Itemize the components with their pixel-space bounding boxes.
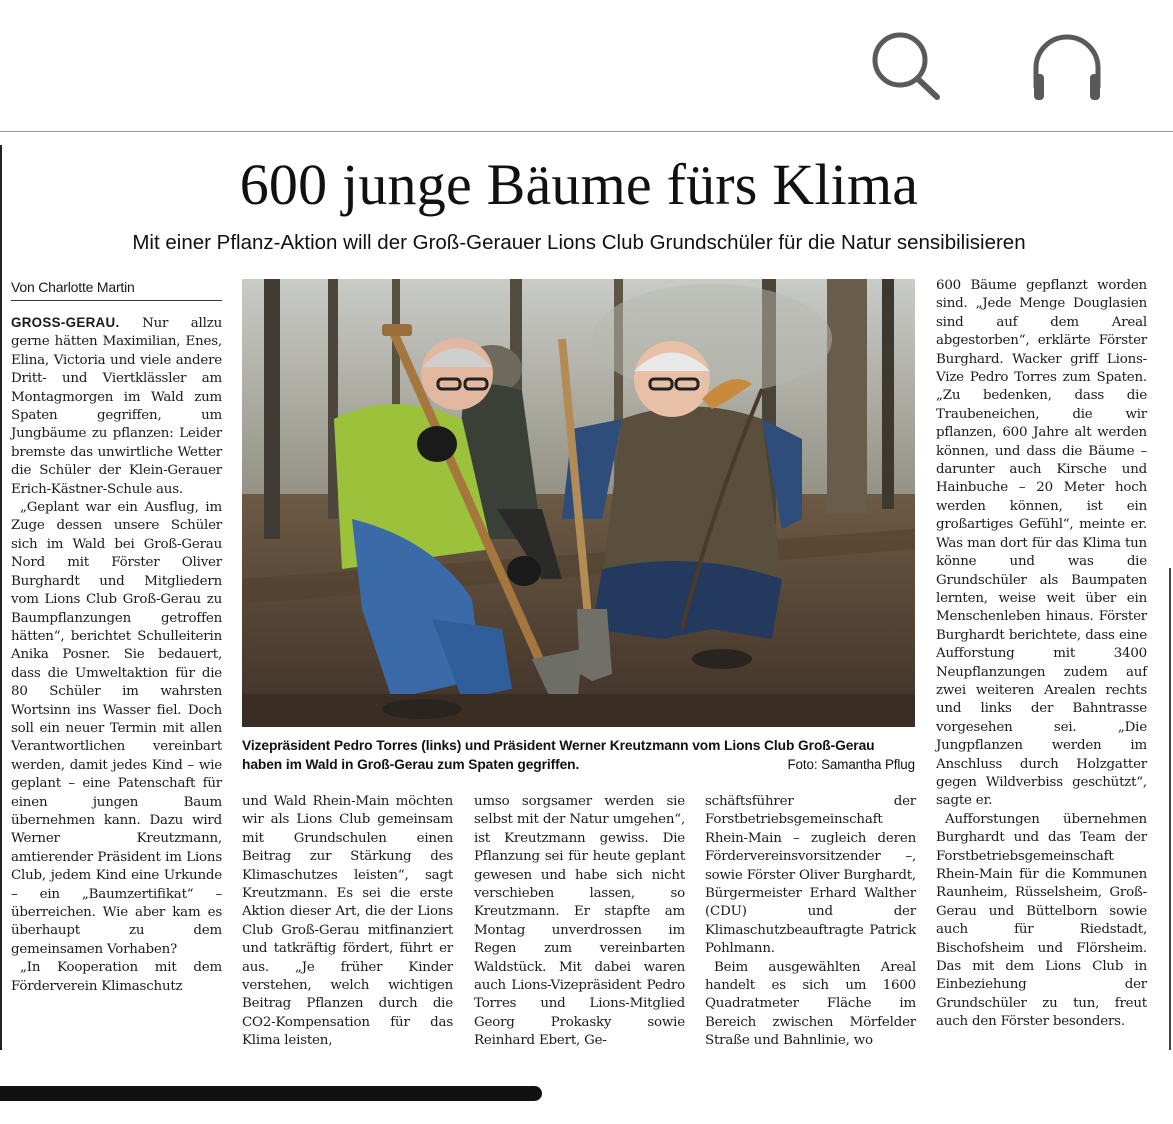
page-edge-left — [0, 145, 2, 1050]
paragraph: Aufforstungen übernehmen Burghardt und das Team der Forstbetriebsgemeinschaft Rhein-Main für die Kommunen Raunheim, Rüsselsheim, Groß-Gerau und Büttelborn sowie auch für Riedstadt, Bischofsheim und Flörsheim. Das mit dem Lions Club in Einbeziehung der Grundschüler zu tun, freut auch den Förster besonders. — [936, 811, 1147, 1030]
text-column-5 — [936, 277, 1147, 1032]
article-byline: Von Charlotte Martin — [11, 276, 222, 301]
dateline: GROSS-GERAU. — [11, 315, 120, 330]
headphones-icon[interactable] — [1026, 28, 1106, 108]
intro-text: Nur allzu gerne hätten Maximilian, Enes, Elina, Victoria und viele andere Dritt- und Viertklässler am Montagmorgen im Wald zum Spaten gegriffen, um Jungbäume zu pflanzen: Leider bremste das unwirtliche Wetter die Schüler der Klein-Gerauer Erich-Kästner-Schule aus. — [11, 316, 222, 497]
text-column-3 — [474, 793, 685, 1051]
paragraph: Beim ausgewählten Areal handelt es sich um 1600 Quadratmeter Fläche im Bereich zwischen Mörfelder Straße und Bahnlinie, wo — [705, 959, 916, 1049]
text-column-1 — [11, 314, 222, 996]
photo-credit: Foto: Samantha Pflug — [787, 757, 915, 772]
article-headline: 600 junge Bäume fürs Klima — [239, 152, 919, 217]
article-photo — [242, 279, 915, 727]
text-column-2 — [242, 793, 453, 1051]
paragraph: „Geplant war ein Ausflug, im Zuge dessen unsere Schüler sich im Wald bei Groß-Gerau Nord mit Förster Oliver Burghardt und Mitgliedern vom Lions Club Groß-Gerau zu Baumpflanzungen getroffen hätten“, berichtet Schulleiterin Anika Posner. Sie bedauert, dass die Umweltaktion für die 80 Schüler im wahrsten Wortsinn ins Wasser fiel. Doch soll ein neuer Termin mit allen Verantwortlichen vereinbart werden, damit jedes Kind – wie geplant – eine Patenschaft für einen jungen Baum übernehmen kann. Dazu wird Werner Kreutzmann, amtierender Präsident im Lions Club, jedem Kind eine Urkunde – ein „Baumzertifikat“ – überreichen. Wie aber kam es überhaupt zu dem gemeinsamen Vorhaben? — [11, 500, 222, 957]
text-column-4 — [705, 793, 916, 1051]
paragraph-intro — [11, 314, 222, 499]
photo-caption — [242, 736, 915, 774]
caption-text: Vizepräsident Pedro Torres (links) und Präsident Werner Kreutzmann vom Lions Club Groß-Gerau haben im Wald in Groß-Gerau zum Spaten gegriffen. — [242, 738, 875, 772]
search-icon[interactable] — [866, 28, 946, 108]
horizontal-scrollbar[interactable] — [0, 1086, 542, 1101]
article-subheadline: Mit einer Pflanz-Aktion will der Groß-Gerauer Lions Club Grundschüler für die Natur sensibilisieren — [132, 231, 1026, 254]
toolbar-divider — [0, 131, 1173, 132]
paragraph: und Wald Rhein-Main möchten wir als Lions Club gemeinsam mit Grundschulen einen Beitrag zur Stärkung des Klimaschutzes leisten“, sagt Kreutzmann. Es sei die erste Aktion dieser Art, die der Lions Club Groß-Gerau mitfinanziert und tatkräftig fördert, führt er aus. „Je früher Kinder verstehen, welch wichtigen Beitrag Pflanzen durch die CO2-Kompensation für das Klima leisten, — [242, 794, 453, 1049]
paragraph: „In Kooperation mit dem Förderverein Klimaschutz — [11, 960, 222, 994]
paragraph: umso sorgsamer werden sie selbst mit der Natur umgehen“, ist Kreutzmann gewiss. Die Pflanzung sei für heute geplant gewesen und habe sich nicht verschieben lassen, so Kreutzmann. Er stapfte am Montag unverdrossen im Regen zum vereinbarten Waldstück. Mit dabei waren auch Lions-Vizepräsident Pedro Torres und Lions-Mitglied Georg Prokasky sowie Reinhard Ebert, Ge- — [474, 794, 685, 1049]
page-edge-right — [1169, 568, 1171, 1050]
paragraph: 600 Bäume gepflanzt worden sind. „Jede Menge Douglasien sind auf dem Areal abgestorben“, erklärte Förster Burghard. Wacker griff Lions-Vize Pedro Torres zum Spaten. „Zu bedenken, dass die Traubeneichen, die wir pflanzen, 600 Jahre alt werden können, und dass die Bäume – darunter auch Kirsche und Hainbuche – 20 Meter hoch werden können, ist ein großartiges Gefühl“, meinte er. Was man dort für das Klima tun könne und was die Grundschüler als Baumpaten lernten, weise weit über ein Menschenleben hinaus. Förster Burghardt berichtete, dass eine Aufforstung mit 3400 Neupflanzungen zudem auf zwei weiteren Arealen rechts und links der Bahntrasse vorgesehen sei. „Die Jungpflanzen werden im Anschluss durch Holzgatter gegen Wildverbiss geschützt“, sagte er. — [936, 278, 1147, 809]
paragraph: schäftsführer der Forstbetriebsgemeinschaft Rhein-Main – zugleich deren Fördervereinsvorsitzender –, sowie Förster Oliver Burghardt, Bürgermeister Erhard Walther (CDU) und der Klimaschutzbeauftragte Patrick Pohlmann. — [705, 794, 916, 957]
app-toolbar — [0, 0, 1173, 131]
